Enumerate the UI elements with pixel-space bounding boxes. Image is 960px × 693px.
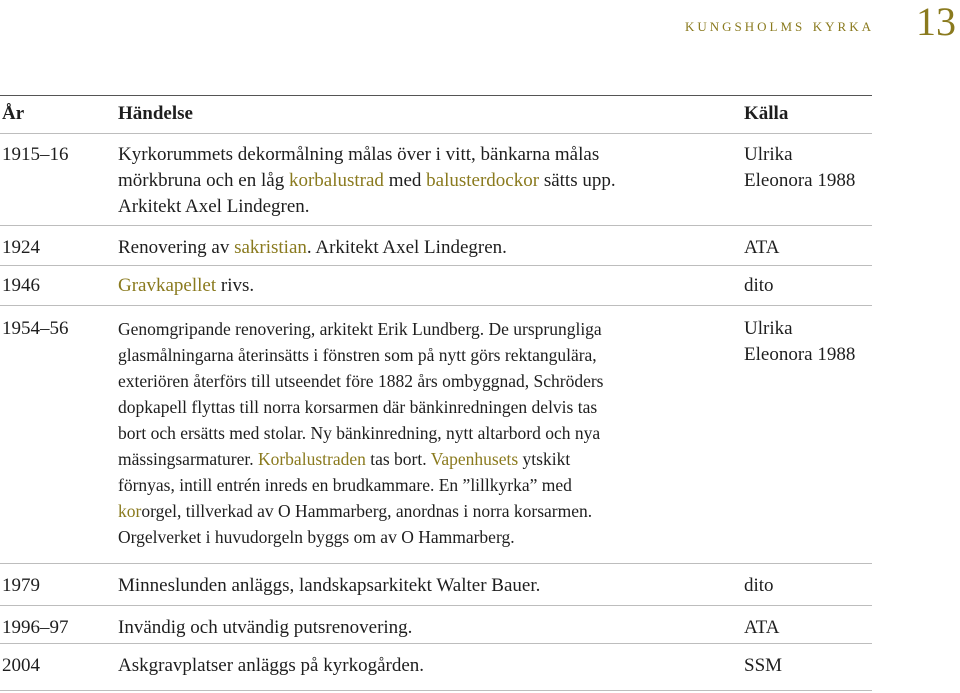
event-text: ytskikt — [518, 449, 571, 469]
row-year: 2004 — [2, 655, 40, 676]
row-source: dito — [744, 575, 774, 596]
event-text: Renovering av — [118, 237, 235, 258]
row-source: Eleonora 1988 — [744, 344, 856, 365]
header-event: Händelse — [118, 103, 193, 124]
glossary-term: Gravkapellet — [118, 275, 217, 296]
header-year: År — [2, 103, 25, 124]
header-source: Källa — [744, 103, 789, 124]
row-year: 1946 — [2, 275, 40, 296]
row-source: ATA — [744, 617, 780, 638]
event-line — [118, 235, 507, 261]
event-text: tas bort. — [365, 449, 431, 469]
event-text: orgel, tillverkad av O Hammarberg, anordnas i norra korsarmen. — [141, 501, 593, 521]
event-text: Invändig och utvändig putsrenovering. — [118, 617, 413, 638]
event-line — [118, 168, 616, 194]
event-line — [118, 472, 572, 498]
row-source: SSM — [744, 655, 783, 676]
row-source: dito — [744, 275, 774, 296]
table-top-rule — [0, 95, 872, 96]
event-text: med — [383, 170, 427, 191]
row-source: ATA — [744, 237, 780, 258]
row-rule — [0, 305, 872, 306]
row-year: 1996–97 — [2, 617, 69, 638]
event-text: dopkapell flyttas till norra korsarmen där bänkinredningen delvis tas — [118, 397, 598, 417]
event-text: exteriören återförs till utseendet före 1882 års ombyggnad, Schröders — [118, 371, 604, 391]
event-text: förnyas, intill entrén inreds en brudkammare. En ”lillkyrka” med — [118, 475, 572, 495]
header-rule — [0, 133, 872, 134]
event-text: mörkbruna och en låg — [118, 170, 289, 191]
row-rule — [0, 690, 872, 691]
running-title: kungsholms kyrka — [684, 15, 874, 35]
event-line — [118, 615, 412, 641]
row-rule — [0, 265, 872, 266]
event-line — [118, 573, 540, 599]
event-line — [118, 420, 600, 446]
event-text: Minneslunden anläggs, landskapsarkitekt Walter Bauer. — [118, 575, 541, 596]
event-line — [118, 316, 602, 342]
event-text: glasmålningarna återinsätts i fönstren som på nytt görs rektangulära, — [118, 345, 597, 365]
event-line — [118, 368, 603, 394]
event-line — [118, 498, 592, 524]
row-year: 1915–16 — [2, 144, 69, 165]
event-line — [118, 446, 570, 472]
event-line — [118, 342, 597, 368]
event-line — [118, 653, 424, 679]
row-source: Ulrika — [744, 144, 793, 165]
glossary-term: balusterdockor — [426, 170, 540, 191]
row-rule — [0, 605, 872, 606]
event-text: rivs. — [216, 275, 255, 296]
row-year: 1979 — [2, 575, 40, 596]
event-text: Kyrkorummets dekormålning målas över i vitt, bänkarna målas — [118, 144, 600, 165]
glossary-term: Vapenhusets — [430, 449, 519, 469]
page-header — [0, 0, 960, 60]
row-rule — [0, 225, 872, 226]
row-rule — [0, 643, 872, 644]
event-line — [118, 273, 254, 299]
event-line — [118, 142, 599, 168]
event-text: Askgravplatser anläggs på kyrkogården. — [118, 655, 425, 676]
event-line — [118, 194, 310, 220]
row-rule — [0, 563, 872, 564]
event-text: mässingsarmaturer. — [118, 449, 258, 469]
event-text: sätts upp. — [539, 170, 616, 191]
row-year: 1954–56 — [2, 318, 69, 339]
row-source: Eleonora 1988 — [744, 170, 856, 191]
event-text: Orgelverket i huvudorgeln byggs om av O Hammarberg. — [118, 527, 515, 547]
row-year: 1924 — [2, 237, 40, 258]
page-number: 13 — [916, 0, 956, 44]
glossary-term: Korbalustraden — [257, 449, 366, 469]
event-line — [118, 524, 515, 550]
event-text: . Arkitekt Axel Lindegren. — [306, 237, 507, 258]
event-line — [118, 394, 597, 420]
event-text: bort och ersätts med stolar. Ny bänkinredning, nytt altarbord och nya — [118, 423, 601, 443]
row-source: Ulrika — [744, 318, 793, 339]
glossary-term: kor — [118, 501, 142, 521]
glossary-term: korbalustrad — [288, 170, 384, 191]
event-text: Arkitekt Axel Lindegren. — [118, 196, 310, 217]
event-text: Genomgripande renovering, arkitekt Erik Lundberg. De ursprungliga — [118, 319, 602, 339]
glossary-term: sakristian — [234, 237, 307, 258]
